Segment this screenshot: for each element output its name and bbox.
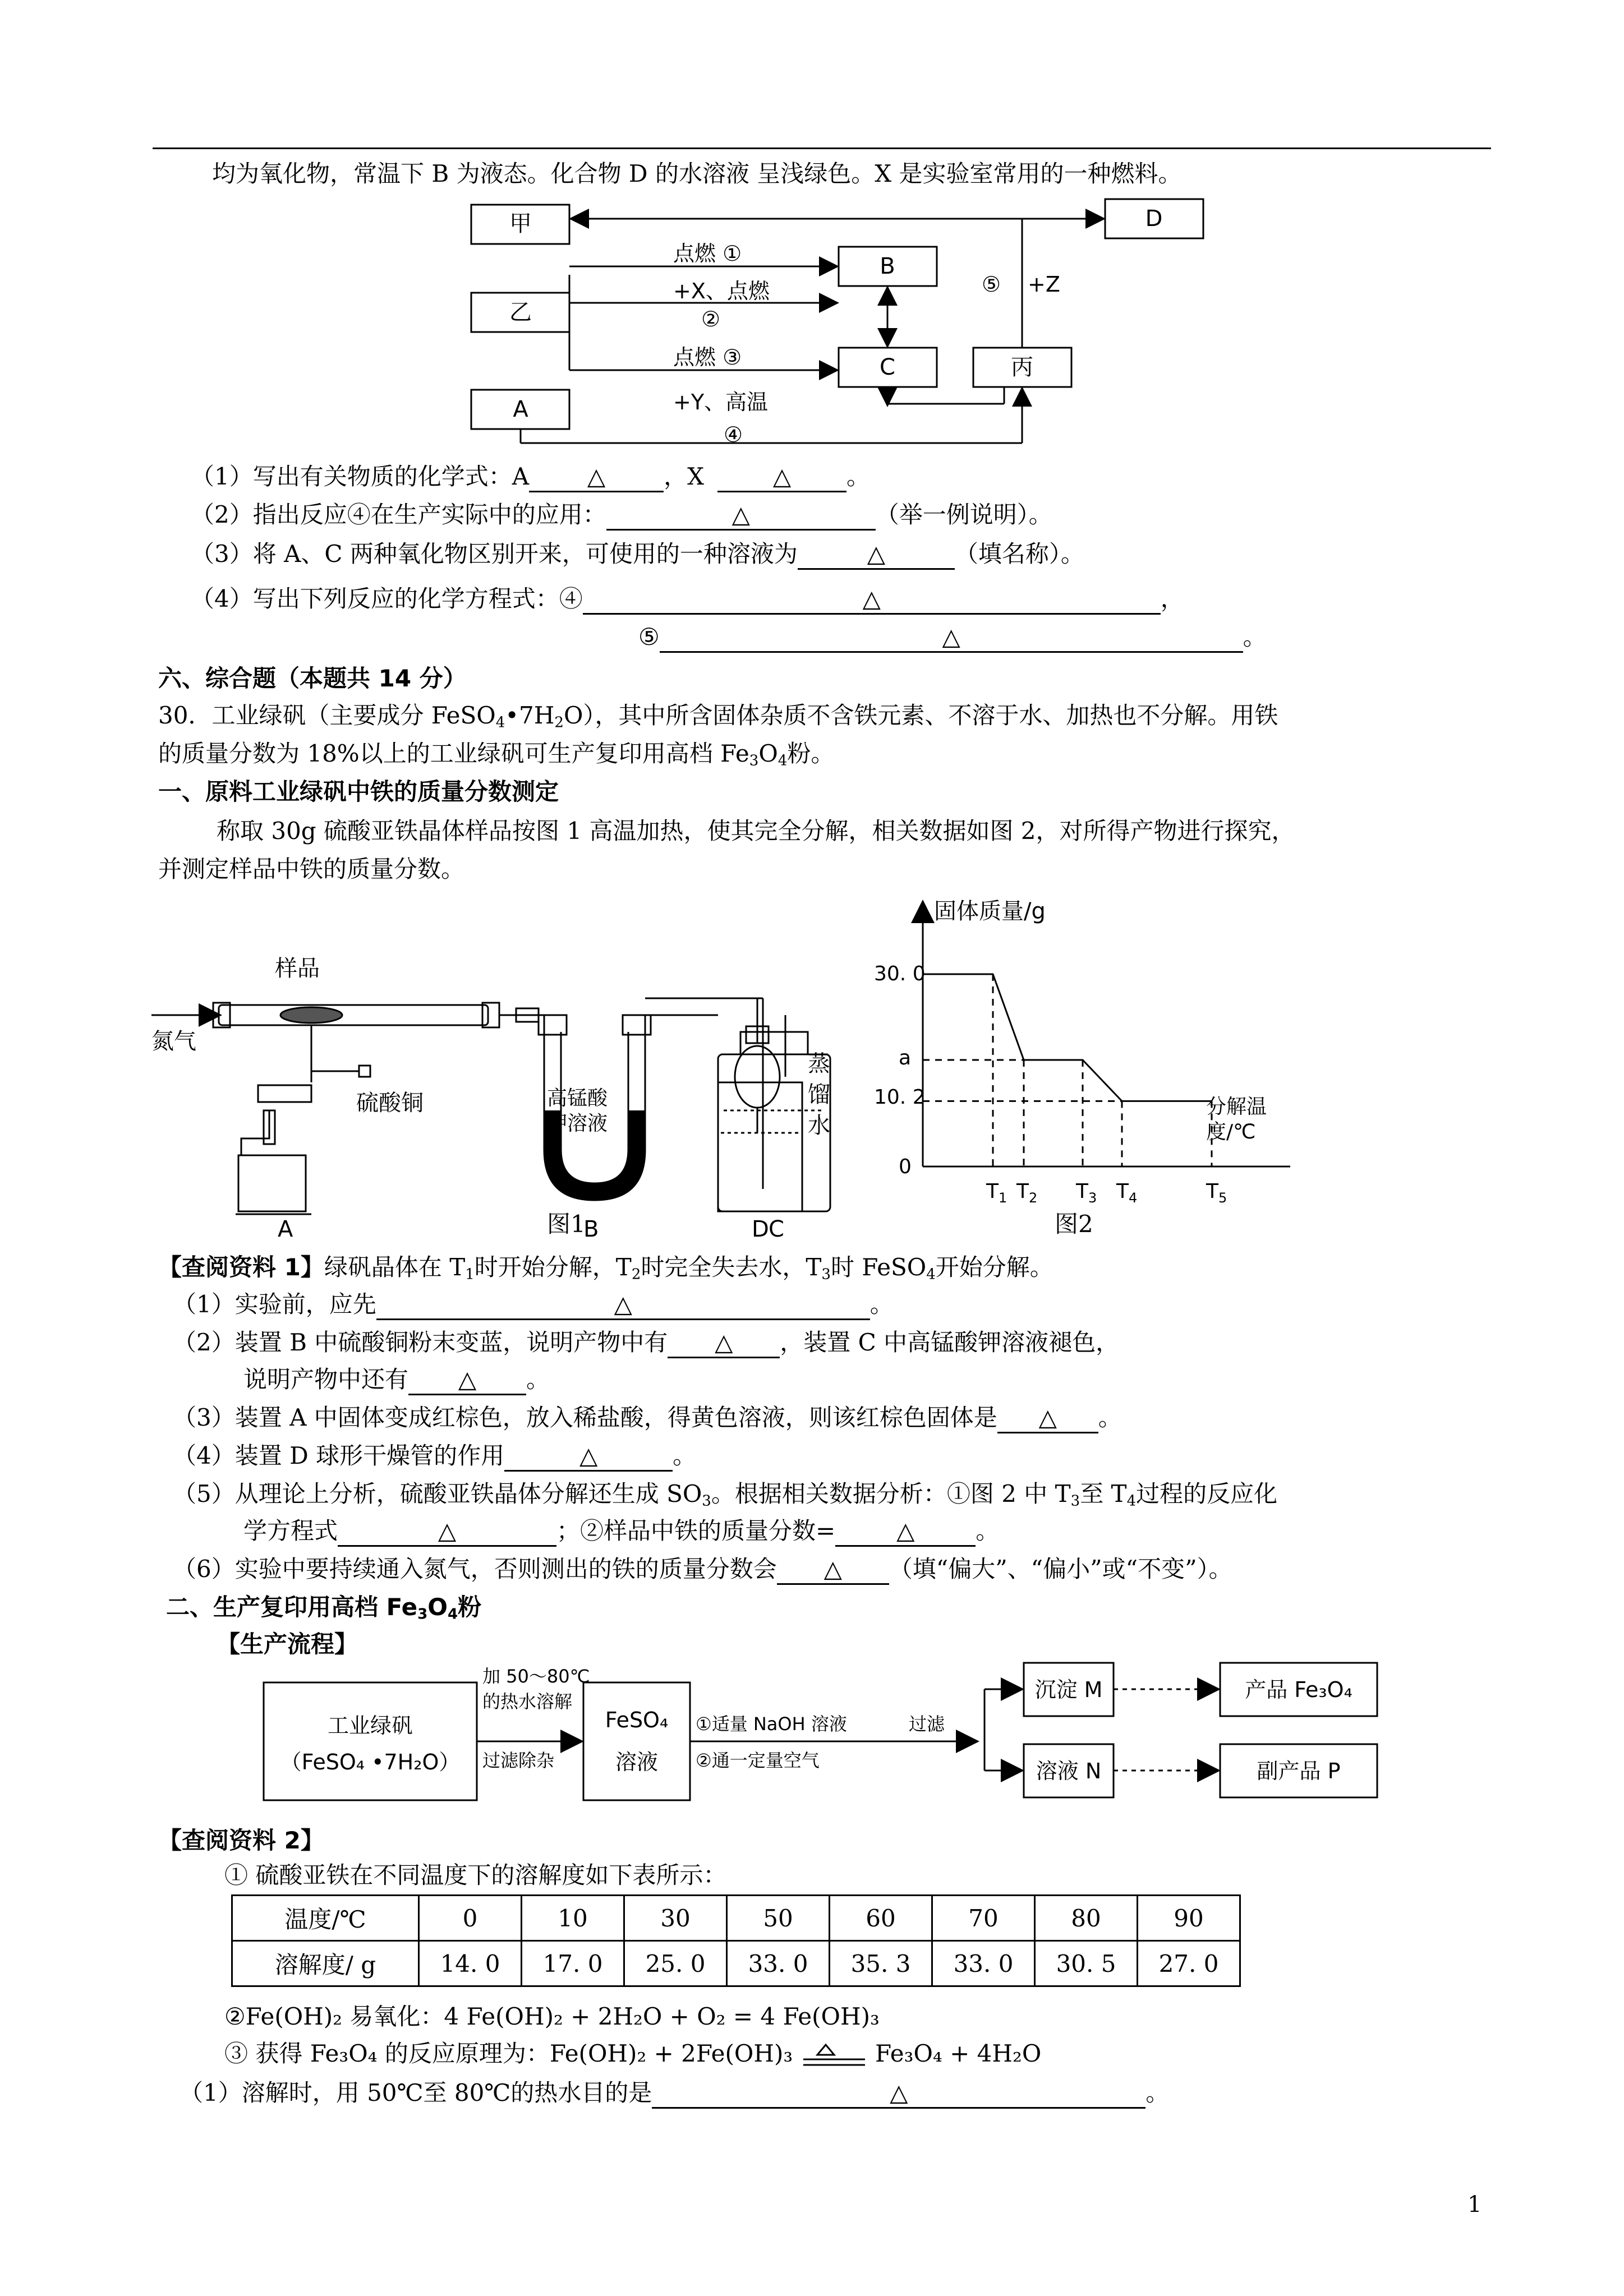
box-solution-n: 溶液 N [1036,1759,1102,1783]
label-sample: 样品 [275,956,320,981]
box-raw: 工业绿矾 [327,1713,413,1738]
table-cell: 溶解度/ g [232,1941,419,1986]
label-r4b: ④ [724,422,743,447]
ref2-q1: （1）溶解时，用 50℃至 80℃的热水目的是 △ 。 [180,2077,1169,2109]
answer-blank[interactable]: △ [668,1329,780,1358]
arrow1-line1: 加 50～80℃ [482,1666,590,1687]
y-axis-label: 固体质量/g [934,898,1046,924]
table-cell: 17. 0 [522,1941,624,1986]
ref1-q1: （1）实验前，应先 △ 。 [173,1289,894,1320]
table-cell: 50 [727,1896,830,1941]
ref2-head: 【查阅资料 2】 [158,1827,324,1854]
arrow1-line3: 过滤除杂 [482,1750,555,1771]
y-tick-a: a [899,1046,912,1069]
label-r2a: +X、点燃 [673,279,770,303]
figure-1-part-d [712,942,881,1245]
production-flowchart [258,1660,1380,1828]
ref1-q2b: 说明产物中还有 △ 。 [243,1364,550,1395]
table-cell: 14. 0 [419,1941,522,1986]
x-tick-t5: $T_5$ [1206,1180,1227,1206]
x-axis-label-2: 度/℃ [1206,1121,1256,1144]
ref1-q5b: 学方程式 △ ；②样品中铁的质量分数= △ 。 [243,1515,999,1547]
box-raw-formula: （FeSO₄ •7H₂O） [280,1750,461,1774]
box-product: 产品 Fe₃O₄ [1245,1677,1352,1702]
answer-blank[interactable]: △ [997,1404,1098,1433]
label-water2: 馏 [808,1082,830,1108]
box-d: D [1145,206,1163,232]
label-r4a: +Y、高温 [673,390,769,414]
table-cell: 70 [932,1896,1035,1941]
label-cuso4: 硫酸铜 [356,1090,424,1116]
label-water3: 水 [808,1113,830,1138]
q29-reaction-diagram [460,196,1234,460]
table-row [232,1941,1240,1986]
box-feso4-solution: 溶液 [615,1750,659,1774]
answer-blank[interactable]: △ [529,463,664,492]
box-yi: 乙 [509,299,532,325]
table-cell: 80 [1035,1896,1138,1941]
q29-q4: （4）写出下列反应的化学方程式：④ △ ， [191,583,1184,615]
answer-blank[interactable]: △ [376,1290,870,1320]
q29-q2: （2）指出反应④在生产实际中的应用： △ （举一例说明）。 [191,499,1052,531]
y-tick-30: 30. 0 [874,962,926,985]
table-cell: 温度/℃ [232,1896,419,1941]
label-d: D [752,1216,769,1242]
label-r1: 点燃 ① [673,241,742,266]
series-line [923,974,1212,1101]
y-tick-10.2: 10. 2 [874,1086,926,1109]
ref2-item2: ②Fe(OH)₂ 易氧化：4 Fe(OH)₂ + 2H₂O + O₂ = 4 Fe(OH)₃ [224,2003,880,2030]
ref2-item3: ③ 获得 Fe₃O₄ 的反应原理为：Fe(OH)₂ + 2Fe(OH)₃ Fe₃O₄ + 4H₂O [224,2038,1041,2069]
table-row [232,1896,1240,1941]
ref1-q6: （6）实验中要持续通入氮气，否则测出的铁的质量分数会 △ （填“偏大”、“偏小”或“不变”）。 [173,1553,1232,1585]
answer-blank[interactable]: △ [504,1442,673,1472]
label-water1: 蒸 [808,1051,830,1077]
box-a: A [513,397,528,422]
box-bing: 丙 [1011,354,1033,380]
figure-2-chart [864,892,1369,1228]
header-rule [153,147,1491,149]
label-r5: +Z [1028,272,1060,297]
ref2-item1: ① 硫酸亚铁在不同温度下的溶解度如下表所示： [224,1861,727,1889]
box-byproduct: 副产品 P [1257,1759,1341,1783]
label-kmno4b: 钾溶液 [547,1112,608,1135]
x-tick-t4: $T_4$ [1116,1180,1138,1206]
ref1-q5: （5）从理论上分析，硫酸亚铁晶体分解还生成 $SO_3$。根据相关数据分析：①图 2 中 $T_3$至 $T_4$过程的反应化 [173,1480,1278,1510]
table-cell: 30. 5 [1035,1941,1138,1986]
answer-blank[interactable]: △ [717,463,846,492]
box-c: C [880,354,895,380]
q29-q1: （1）写出有关物质的化学式：A △ ，X △ 。 [191,461,870,492]
figure-1-caption: 图1 [547,1210,586,1238]
label-a: A [278,1216,293,1242]
answer-blank[interactable]: △ [777,1555,889,1585]
x-tick-t1: $T_1$ [986,1180,1007,1206]
table-cell: 27. 0 [1138,1941,1240,1986]
y-tick-0: 0 [899,1155,912,1178]
part2-title: 二、生产复印用高档 $Fe_3O_4$粉 [166,1593,482,1623]
answer-blank[interactable]: △ [798,540,955,570]
label-kmno4a: 高锰酸 [547,1087,608,1110]
label-r5num: ⑤ [982,272,1001,297]
label-c: C [769,1216,784,1242]
box-b: B [880,253,895,279]
arrow2-line2: ②通一定量空气 [696,1750,820,1771]
table-cell: 33. 0 [932,1941,1035,1986]
ref1-line: 【查阅资料 1】绿矾晶体在 $T_1$时开始分解，$T_2$时完全失去水，$T_3$时 FeSO$_4$开始分解。 [158,1253,1053,1283]
filter-label: 过滤 [909,1713,945,1735]
answer-blank[interactable]: △ [835,1517,976,1547]
arrow2-line1: ①适量 NaOH 溶液 [696,1713,847,1735]
para2: 并测定样品中铁的质量分数。 [158,855,465,883]
x-tick-t3: $T_3$ [1076,1180,1097,1206]
q30-line1: 30．工业绿矾（主要成分 $FeSO_4•7H_2O$），其中所含固体杂质不含铁元素、不溶于水、加热也不分解。用铁 [158,702,1278,731]
answer-blank[interactable]: △ [660,623,1243,653]
section-6-title: 六、综合题（本题共 14 分） [158,665,467,692]
answer-blank[interactable]: △ [338,1517,556,1547]
box-jia: 甲 [509,211,532,237]
table-cell: 30 [624,1896,727,1941]
part1-title: 一、原料工业绿矾中铁的质量分数测定 [158,778,559,805]
page-number: 1 [1467,2192,1482,2217]
q29-intro: 均为氧化物，常温下 B 为液态。化合物 D 的水溶液 呈浅绿色。X 是实验室常用的一种燃料。 [212,160,1182,187]
figure-2-caption: 图2 [1055,1210,1093,1238]
table-cell: 35. 3 [830,1941,932,1986]
q29-q4b: ⑤ △ 。 [638,621,1267,653]
label-n2: 氮气 [151,1029,196,1054]
q29-q3: （3）将 A、C 两种氧化物区别开来，可使用的一种溶液为 △ （填名称）。 [191,538,1084,570]
answer-blank[interactable]: △ [583,585,1161,615]
heat-condition-symbol [801,2041,868,2069]
q30-line2: 的质量分数为 18%以上的工业绿矾可生产复印用高档 $Fe_3O_4$粉。 [158,740,835,769]
label-b: B [583,1216,599,1242]
answer-blank[interactable]: △ [652,2079,1145,2109]
table-cell: 10 [522,1896,624,1941]
x-tick-t2: $T_2$ [1016,1180,1038,1206]
label-r3: 点燃 ③ [673,345,742,370]
box-precipitate-m: 沉淀 M [1034,1677,1103,1702]
ref1-q2: （2）装置 B 中硫酸铜粉末变蓝，说明产物中有 △ ，装置 C 中高锰酸钾溶液褪色， [173,1327,1119,1358]
answer-blank[interactable]: △ [606,501,876,531]
x-axis-label-1: 分解温 [1206,1095,1267,1118]
solubility-table [231,1894,1241,1987]
label-r2b: ② [701,307,721,331]
answer-blank[interactable]: △ [408,1366,526,1395]
arrow1-line2: 的热水溶解 [482,1691,573,1712]
box-feso4: FeSO₄ [605,1708,669,1732]
ref1-q4: （4）装置 D 球形干燥管的作用 △ 。 [173,1440,696,1472]
table-cell: 60 [830,1896,932,1941]
flow-title: 【生产流程】 [217,1630,358,1658]
para1: 称取 30g 硫酸亚铁晶体样品按图 1 高温加热，使其完全分解，相关数据如图 2，对所得产物进行探究， [217,817,1295,845]
table-cell: 0 [419,1896,522,1941]
table-cell: 33. 0 [727,1941,830,1986]
table-cell: 25. 0 [624,1941,727,1986]
table-cell: 90 [1138,1896,1240,1941]
ref1-q3: （3）装置 A 中固体变成红棕色，放入稀盐酸，得黄色溶液，则该红棕色固体是 △ 。 [173,1402,1122,1433]
